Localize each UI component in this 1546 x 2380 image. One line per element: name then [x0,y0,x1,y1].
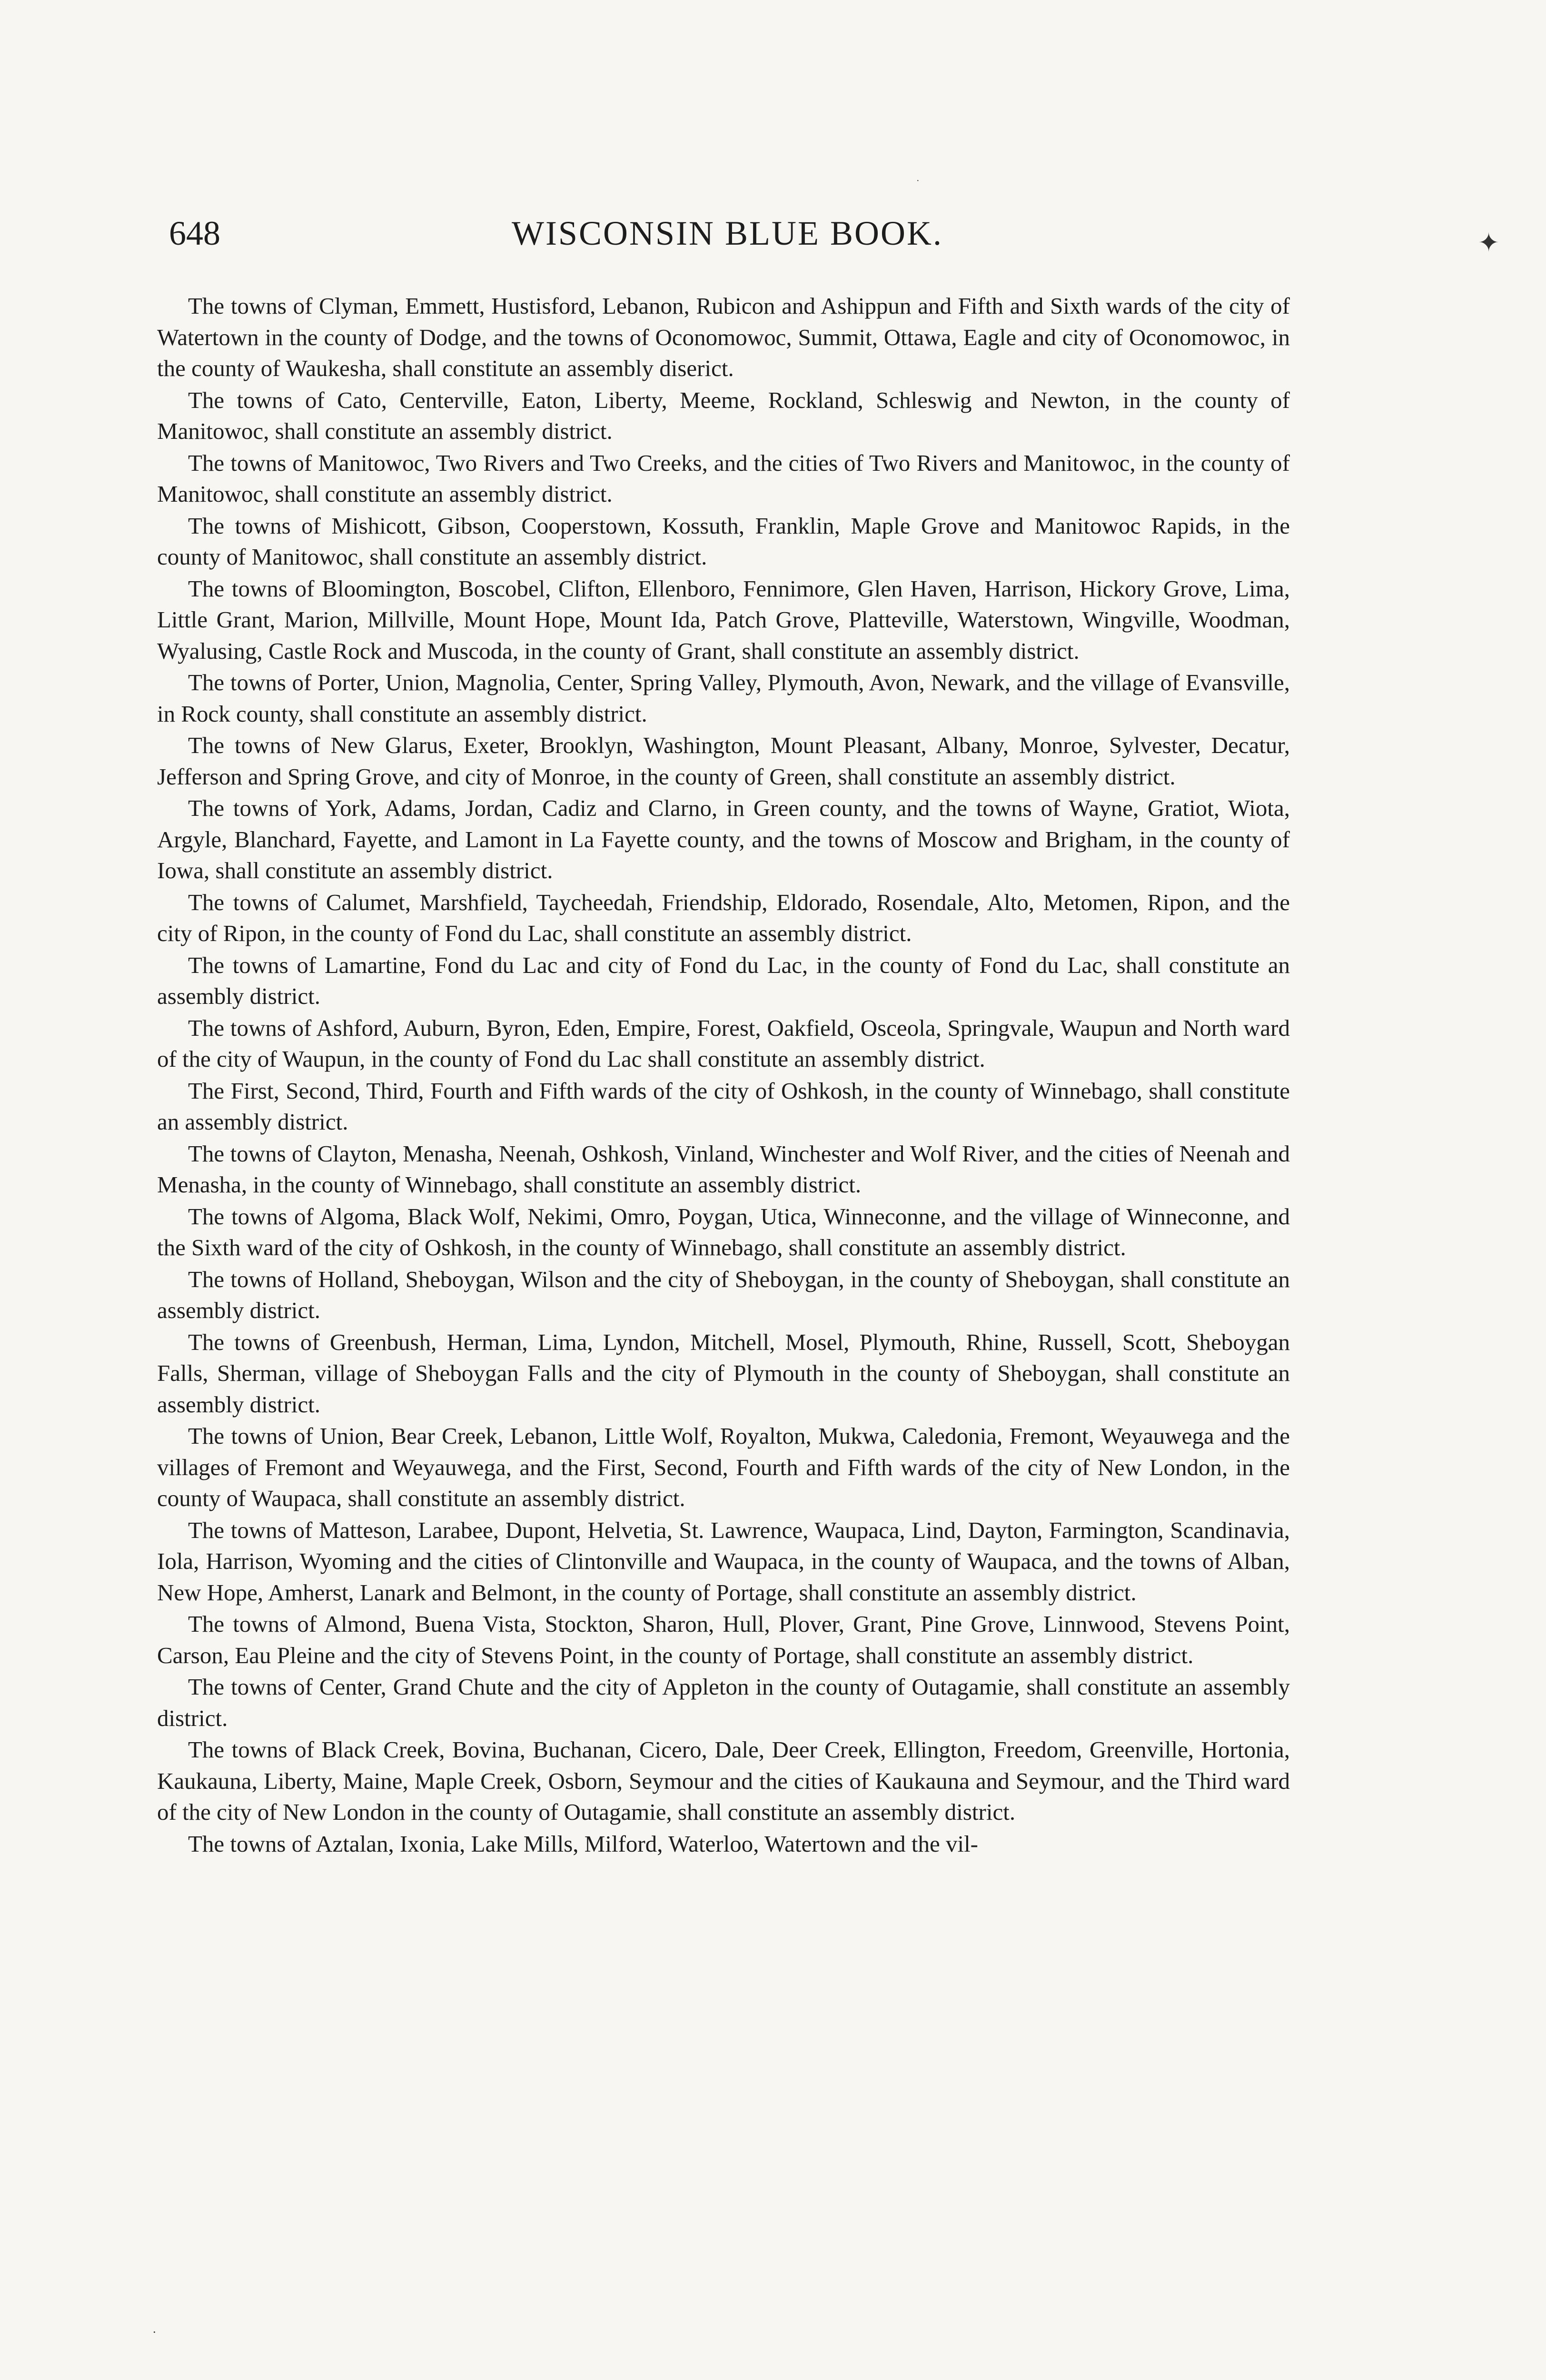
paragraph: The towns of Lamartine, Fond du Lac and city of Fond du Lac, in the county of Fond du Lac, shall constitute an assembly district. [157,952,1290,1009]
paragraph: The towns of Manitowoc, Two Rivers and Two Creeks, and the cities of Two Rivers and Manitowoc, in the county of Manitowoc, shall constitute an assembly district. [157,449,1290,507]
paragraph: The First, Second, Third, Fourth and Fifth wards of the city of Oshkosh, in the county of Winnebago, shall constitute an assembly district. [157,1077,1290,1135]
paragraph: The towns of Clayton, Menasha, Neenah, Oshkosh, Vinland, Winchester and Wolf River, and the cities of Neenah and Menasha, in the county of Winnebago, shall constitute an assembly district. [157,1140,1290,1198]
paragraph: The towns of Union, Bear Creek, Lebanon, Little Wolf, Royalton, Mukwa, Caledonia, Fremont, Weyauwega and the villages of Fremont and Weyauwega, and the First, Second, Fourth and Fifth wards of the city of New London, in the county of Waupaca, shall constitute an assembly district. [157,1423,1290,1511]
paragraph: The towns of New Glarus, Exeter, Brooklyn, Washington, Mount Pleasant, Albany, Monroe, Sylvester, Decatur, Jefferson and Spring Grove, and city of Monroe, in the county of Green, shall constitute an assembly district. [157,732,1290,790]
paragraph: The towns of Ashford, Auburn, Byron, Eden, Empire, Forest, Oakfield, Osceola, Springvale, Waupun and North ward of the city of Waupun, in the county of Fond du Lac shall constitute an assembly district. [157,1014,1290,1072]
paragraph: The towns of Calumet, Marshfield, Taycheedah, Friendship, Eldorado, Rosendale, Alto, Metomen, Ripon, and the city of Ripon, in the county of Fond du Lac, shall constitute an assembly district. [157,889,1290,946]
paragraph: The towns of Holland, Sheboygan, Wilson and the city of Sheboygan, in the county of Sheboygan, shall constitute an assembly district. [157,1266,1290,1323]
paragraph: The towns of Algoma, Black Wolf, Nekimi, Omro, Poygan, Utica, Winneconne, and the village of Winneconne, and the Sixth ward of the city of Oshkosh, in the county of Winnebago, shall constitute an assembly district. [157,1203,1290,1260]
paragraph: The towns of Center, Grand Chute and the city of Appleton in the county of Outagamie, shall constitute an assembly district. [157,1674,1290,1731]
paragraph: The towns of Black Creek, Bovina, Buchanan, Cicero, Dale, Deer Creek, Ellington, Freedom, Greenville, Hortonia, Kaukauna, Liberty, Maine, Maple Creek, Osborn, Seymour and the cities of Kaukauna and Seymour, and the Third ward of the city of New London in the county of Outagamie, shall constitute an assembly district. [157,1736,1290,1825]
paragraph: The towns of Greenbush, Herman, Lima, Lyndon, Mitchell, Mosel, Plymouth, Rhine, Russell, Scott, Sheboygan Falls, Sherman, village of Sheboygan Falls and the city of Plymouth in the county of Sheboygan, shall constitute an assembly district. [157,1329,1290,1418]
paragraph: The towns of Cato, Centerville, Eaton, Liberty, Meeme, Rockland, Schleswig and Newton, in the county of Manitowoc, shall constitute an assembly district. [157,387,1290,444]
page-number: 648 [169,214,220,252]
paragraph: The towns of Matteson, Larabee, Dupont, Helvetia, St. Lawrence, Waupaca, Lind, Dayton, Farmington, Scandinavia, Iola, Harrison, Wyoming and the cities of Clintonville and Waupaca, in the county of Waupaca, and the towns of Alban, New Hope, Amherst, Lanark and Belmont, in the county of Portage, shall constitute an assembly district. [157,1517,1290,1606]
page-header [169,209,1307,262]
paragraph: The towns of Porter, Union, Magnolia, Center, Spring Valley, Plymouth, Avon, Newark, and the village of Evansville, in Rock county, shall constitute an assembly district. [157,669,1290,727]
ink-speck-icon: · [916,176,920,186]
corner-mark-icon: ✦ [1478,228,1500,257]
body-text [157,290,1290,1860]
paragraph: The towns of Almond, Buena Vista, Stockton, Sharon, Hull, Plover, Grant, Pine Grove, Linnwood, Stevens Point, Carson, Eau Pleine and the city of Stevens Point, in the county of Portage, shall constitute an assembly district. [157,1611,1290,1668]
paragraph: The towns of Bloomington, Boscobel, Clifton, Ellenboro, Fennimore, Glen Haven, Harrison, Hickory Grove, Lima, Little Grant, Marion, Millville, Mount Hope, Mount Ida, Patch Grove, Platteville, Waterstown, Wingville, Woodman, Wyalusing, Castle Rock and Muscoda, in the county of Grant, shall constitute an assembly district. [157,575,1290,664]
ink-speck-icon: · [152,2325,157,2339]
paragraph: The towns of York, Adams, Jordan, Cadiz and Clarno, in Green county, and the towns of Wayne, Gratiot, Wiota, Argyle, Blanchard, Fayette, and Lamont in La Fayette county, and the towns of Moscow and Brigham, in the county of Iowa, shall constitute an assembly district. [157,795,1290,883]
paragraph: The towns of Aztalan, Ixonia, Lake Mills, Milford, Waterloo, Watertown and the vil- [188,1830,978,1857]
paragraph: The towns of Clyman, Emmett, Hustisford, Lebanon, Rubicon and Ashippun and Fifth and Sixth wards of the city of Watertown in the county of Dodge, and the towns of Oconomowoc, Summit, Ottawa, Eagle and city of Oconomowoc, in the county of Waukesha, shall constitute an assembly diserict. [157,293,1290,381]
paragraph: The towns of Mishicott, Gibson, Cooperstown, Kossuth, Franklin, Maple Grove and Manitowoc Rapids, in the county of Manitowoc, shall constitute an assembly district. [157,512,1290,570]
running-title: WISCONSIN BLUE BOOK. [512,214,943,252]
